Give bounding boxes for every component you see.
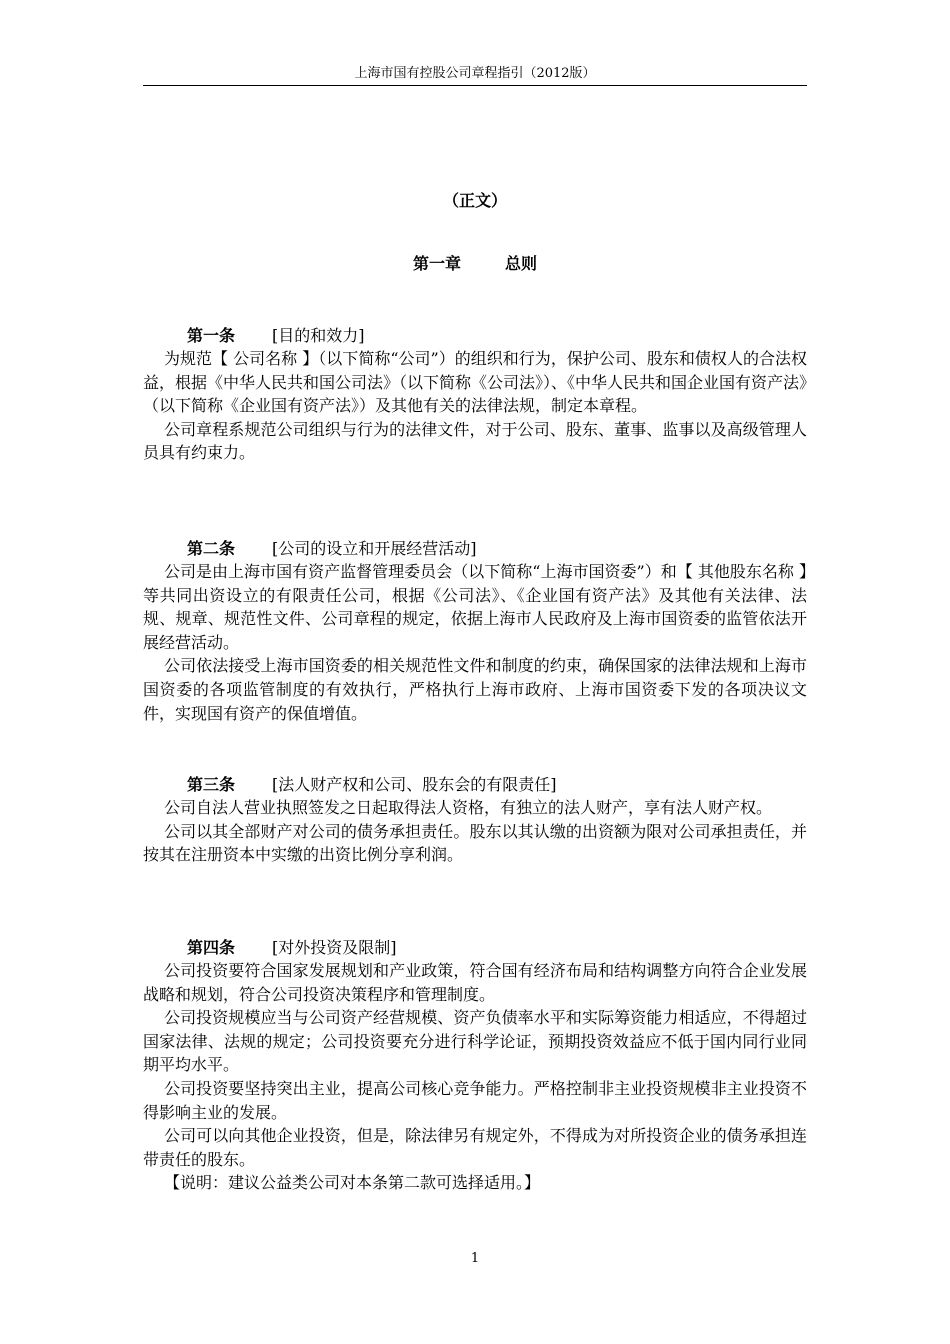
article-desc: [对外投资及限制] [272,938,397,957]
paragraph: 为规范【 公司名称 】（以下简称“公司”）的组织和行为，保护公司、股东和债权人的合法权益，根据《中华人民共和国公司法》（以下简称《公司法》）、《中华人民共和国企业国有资产法》（以下简称《企业国有资产法》）及其他有关的法律法规，制定本章程。 [143,349,808,416]
section-label: （正文） [442,191,507,210]
article-1 [143,325,807,465]
paragraph: 公司可以向其他企业投资，但是，除法律另有规定外，不得成为对所投资企业的债务承担连带责任的股东。 [143,1126,807,1169]
chapter-heading [143,251,807,274]
paragraph: 公司是由上海市国有资产监督管理委员会（以下简称“上海市国资委”）和【 其他股东名称 】等共同出资设立的有限责任公司，根据《公司法》、《企业国有资产法》及其他有关法律、法规、规章、规范性文件、公司章程的规定，依据上海市人民政府及上海市国资委的监管依法开展经营活动。 [143,562,807,652]
article-desc: [公司的设立和开展经营活动] [272,539,477,558]
paragraph: 公司以其全部财产对公司的债务承担责任。股东以其认缴的出资额为限对公司承担责任，并按其在注册资本中实缴的出资比例分享利润。 [143,821,807,865]
paragraph: 公司投资规模应当与公司资产经营规模、资产负债率水平和实际筹资能力相适应，不得超过国家法律、法规的规定；公司投资要充分进行科学论证，预期投资效益应不低于国内同行业同期平均水平。 [143,1008,807,1075]
article-number: 第一条 [187,326,236,345]
article-title [143,937,807,959]
chapter-number: 第一章 [412,254,461,273]
paragraph: 公司投资要坚持突出主业，提高公司核心竞争能力。严格控制非主业投资规模非主业投资不得影响主业的发展。 [143,1078,807,1122]
article-number: 第二条 [187,539,236,558]
article-title [143,325,807,347]
article-desc: [目的和效力] [272,326,365,345]
header-title: 上海市国有控股公司章程指引（2012版） [354,66,596,81]
article-desc: [法人财产权和公司、股东会的有限责任] [272,775,557,794]
paragraph: 公司章程系规范公司组织与行为的法律文件，对于公司、股东、董事、监事以及高级管理人员具有约束力。 [143,419,807,463]
paragraph: 公司自法人营业执照签发之日起取得法人资格，有独立的法人财产，享有法人财产权。 [164,798,773,817]
page-number: 1 [470,1251,480,1266]
article-title [143,538,807,560]
article-4 [143,937,807,1195]
header-divider [143,85,807,86]
paragraph: 公司依法接受上海市国资委的相关规范性文件和制度的约束，确保国家的法律法规和上海市国资委的各项监管制度的有效执行，严格执行上海市政府、上海市国资委下发的各项决议文件，实现国有资产的保值增值。 [143,656,807,723]
paragraph: 公司投资要符合国家发展规划和产业政策，符合国有经济布局和结构调整方向符合企业发展战略和规划，符合公司投资决策程序和管理制度。 [143,961,807,1004]
article-number: 第三条 [187,775,236,794]
note-paragraph: 【说明：建议公益类公司对本条第二款可选择适用。】 [164,1173,541,1193]
article-title [143,774,807,796]
chapter-title: 总则 [505,254,538,273]
article-number: 第四条 [187,938,236,957]
article-2 [143,538,807,725]
article-3 [143,774,807,867]
